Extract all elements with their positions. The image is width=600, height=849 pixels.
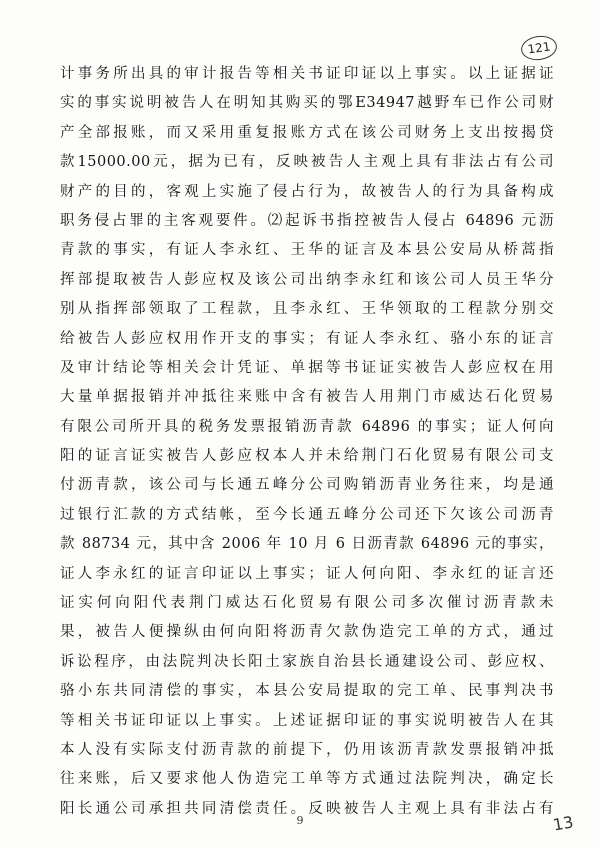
- text-line: 计事务所出具的审计报告等相关书证印证以上事实。以上证据证: [60, 66, 554, 82]
- handwritten-page-mark: 13: [551, 812, 575, 835]
- text-line: 阳的证言证实被告人彭应权本人并未给荆门石化贸易有限公司支: [60, 448, 554, 465]
- text-line: 骆小东共同清偿的事实，本县公安局提取的完工单、民事判决书: [60, 683, 554, 700]
- text-line: 给被告人彭应权用作开支的事实；有证人李永红、骆小东的证言: [60, 330, 554, 347]
- text-line: 过银行汇款的方式结帐，至今长通五峰分公司还下欠该公司沥青: [60, 506, 554, 523]
- text-line: 付沥青款，该公司与长通五峰分公司购销沥青业务往来，均是通: [60, 477, 554, 494]
- document-body: [60, 60, 554, 824]
- text-line: 财产的目的，客观上实施了侵占行为，故被告人的行为具备构成: [60, 183, 554, 200]
- text-line: 往来账，后又要求他人伪造完工单等方式通过法院判决，确定长: [60, 771, 554, 788]
- text-line: 别从指挥部领取了工程款，且李永红、王华领取的工程款分别交: [60, 301, 554, 318]
- page-annotation-stamp: 121: [520, 34, 559, 63]
- text-line: 本人没有实际支付沥青款的前提下，仍用该沥青款发票报销冲抵: [60, 741, 554, 758]
- text-line: 款15000.00元，据为已有，反映被告人主观上具有非法占有公司: [60, 154, 554, 171]
- text-line: 及审计结论等相关会计凭证、单据等书证证实被告人彭应权在用: [60, 359, 554, 376]
- text-line: 青款的事实，有证人李永红、王华的证言及本县公安局从桥蒿指: [60, 242, 554, 259]
- text-line: 款 88734 元，其中含 2006 年 10 月 6 日沥青款 64896 元的事实，: [60, 536, 554, 553]
- text-line: 等相关书证印证以上事实。上述证据印证的事实说明被告人在其: [60, 712, 554, 729]
- text-line: 大量单据报销并冲抵往来账中含有被告人用荆门市威达石化贸易: [60, 389, 554, 406]
- text-line: 职务侵占罪的主客观要件。⑵起诉书指控被告人侵占 64896 元沥: [60, 212, 554, 229]
- text-line: 证实何向阳代表荆门威达石化贸易有限公司多次催讨沥青款未: [60, 595, 554, 612]
- text-line: 证人李永红的证言印证以上事实；证人何向阳、李永红的证言还: [60, 565, 554, 582]
- text-line: 实的事实说明被告人在明知其购买的鄂E34947越野车已作公司财: [60, 95, 554, 112]
- page-number: 9: [296, 814, 304, 827]
- text-line: 果，被告人便操纵由何向阳将沥青欠款伪造完工单的方式，通过: [60, 624, 554, 641]
- text-line: 产全部报账，而又采用重复报账方式在该公司财务上支出按揭贷: [60, 124, 554, 141]
- text-line: 阳长通公司承担共同清偿责任。反映被告人主观上具有非法占有: [60, 800, 554, 817]
- text-line: 挥部提取被告人彭应权及该公司出纳李永红和该公司人员王华分: [60, 271, 554, 288]
- text-line: 诉讼程序，由法院判决长阳土家族自治县长通建设公司、彭应权、: [60, 653, 554, 670]
- text-line: 有限公司所开具的税务发票报销沥青款 64896 的事实；证人何向: [60, 418, 554, 435]
